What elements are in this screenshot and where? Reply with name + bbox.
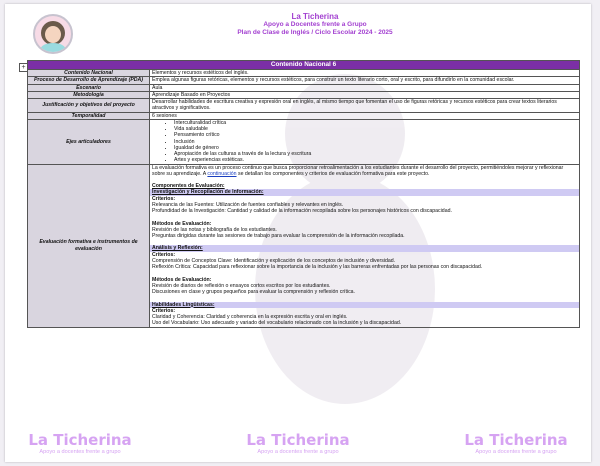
footer-tagline: Apoyo a docentes frente a grupo — [475, 449, 557, 455]
row-value[interactable]: Emplea algunas figuras retóricas, elementos y recursos estéticos, para construir un texto literario corto, oral y escrito, para difundirlo en la comunidad escolar. — [150, 77, 580, 84]
row-value[interactable]: Aula — [150, 84, 580, 91]
ejes-list — [152, 120, 577, 163]
table-row — [28, 99, 580, 113]
footer-brand-block — [15, 432, 145, 456]
method-item: Revisión de diarios de reflexión o ensayos cortos escritos por los estudiantes. — [152, 282, 331, 289]
eval-label: Evaluación formativa e instrumentos de evaluación — [28, 164, 150, 327]
table-row — [28, 120, 580, 164]
table-move-handle-icon[interactable]: + — [19, 63, 28, 72]
row-value[interactable]: Desarrollar habilidades de escritura creativa y expresión oral en inglés, al mismo tiempo que fomentan el uso de figuras retóricas y recursos estéticos para crear textos literarios atractivos y significativos. — [150, 99, 580, 113]
header-plan-title: Plan de Clase de Inglés / Ciclo Escolar 2024 - 2025 — [237, 28, 393, 36]
row-label: Justificación y objetivos del proyecto — [28, 99, 150, 113]
row-value[interactable]: Aprendizaje Basado en Proyectos — [150, 91, 580, 98]
row-value[interactable]: 6 sesiones — [150, 112, 580, 119]
header-title-block — [155, 12, 475, 36]
footer-brand: La Ticherina — [464, 431, 568, 449]
list-item: • Vida saludable — [174, 126, 577, 132]
header-tagline: Apoyo a Docentes frente a Grupo — [263, 21, 367, 29]
method-item: Preguntas dirigidas durante las sesiones de trabajo para evaluar la comprensión de la información recopilada. — [152, 233, 405, 240]
page-header — [5, 4, 591, 54]
criteria-label: Criterios: — [152, 307, 176, 314]
criteria-label: Criterios: — [152, 195, 176, 202]
lesson-plan-table — [27, 60, 580, 328]
page-footer — [5, 432, 591, 462]
header-brand: La Ticherina — [291, 12, 339, 21]
row-label: Temporalidad — [28, 112, 150, 119]
footer-brand-block — [233, 432, 363, 456]
ejes-cell[interactable] — [150, 120, 580, 164]
table-row — [28, 70, 580, 77]
table-title: Contenido Nacional 6 — [28, 61, 580, 70]
table-row — [28, 91, 580, 98]
components-title: Componentes de Evaluación: — [152, 183, 225, 190]
row-label: Contenido Nacional — [28, 70, 150, 77]
criteria-item: Relevancia de las Fuentes: Utilización de fuentes confiables y relevantes en inglés. — [152, 201, 344, 208]
methods-label: Métodos de Evaluación: — [152, 220, 212, 227]
row-label: Escenario — [28, 84, 150, 91]
section-title: Habilidades Lingüísticas: — [150, 302, 579, 308]
table-row — [28, 164, 580, 327]
ejes-label: Ejes articuladores — [28, 120, 150, 164]
list-item: • Interculturalidad crítica — [174, 120, 577, 126]
table-row — [28, 77, 580, 84]
eval-cell[interactable] — [150, 164, 580, 327]
criteria-item: Profundidad de la Investigación: Cantidad y calidad de la información recopilada sobre los personajes históricos con discapacidad. — [152, 208, 452, 215]
row-label: Metodología — [28, 91, 150, 98]
criteria-label: Criterios: — [152, 251, 176, 258]
eval-intro: La evaluación formativa es un proceso continuo que busca proporcionar retroalimentación a los estudiantes durante el desarrollo del proyecto, permitiéndoles mejorar y reflexionar sobre su aprendizaje. A continuación se detallan los componentes y criterios de evaluación formativa para este proyecto. — [152, 164, 564, 177]
criteria-item: Uso del Vocabulario: Uso adecuado y variado del vocabulario relacionado con la inclusión y la discapacidad. — [152, 320, 402, 327]
footer-brand-block — [451, 432, 581, 456]
footer-tagline: Apoyo a docentes frente a grupo — [257, 449, 339, 455]
list-item: • Pensamiento crítico — [174, 132, 577, 138]
list-item: • Apropiación de las culturas a través de la lectura y escritura — [174, 151, 577, 157]
continuacion-link[interactable]: continuación — [207, 170, 237, 177]
list-item: • Inclusión — [174, 139, 577, 145]
footer-brand: La Ticherina — [28, 431, 132, 449]
method-item: Revisión de las notas y bibliografía de los estudiantes. — [152, 226, 277, 233]
criteria-item: Reflexión Crítica: Capacidad para reflexionar sobre la importancia de la inclusión y las barreras enfrentadas por las personas con discapacidad. — [152, 264, 483, 271]
criteria-item: Comprensión de Conceptos Clave: Identificación y explicación de los conceptos de inclusión y diversidad. — [152, 258, 396, 265]
method-item: Discusiones en clase y grupos pequeños para evaluar la comprensión y reflexión crítica. — [152, 289, 355, 296]
document-page — [5, 4, 591, 462]
table-row — [28, 84, 580, 91]
list-item: • Artes y experiencias estéticas. — [174, 157, 577, 163]
row-value[interactable]: Elementos y recursos estéticos del inglés. — [150, 70, 580, 77]
list-item: • Igualdad de género — [174, 145, 577, 151]
footer-tagline: Apoyo a docentes frente a grupo — [39, 449, 121, 455]
table-row — [28, 112, 580, 119]
avatar-logo-icon — [33, 14, 73, 54]
criteria-item: Claridad y Coherencia: Claridad y coherencia en la expresión escrita y oral en inglés. — [152, 314, 348, 321]
row-label: Proceso de Desarrollo de Aprendizaje (PDA) — [28, 77, 150, 84]
section-title: Investigación y Recopilación de Información: — [150, 189, 579, 195]
methods-label: Métodos de Evaluación: — [152, 276, 212, 283]
footer-brand: La Ticherina — [246, 431, 350, 449]
section-title: Análisis y Reflexión: — [150, 245, 579, 251]
